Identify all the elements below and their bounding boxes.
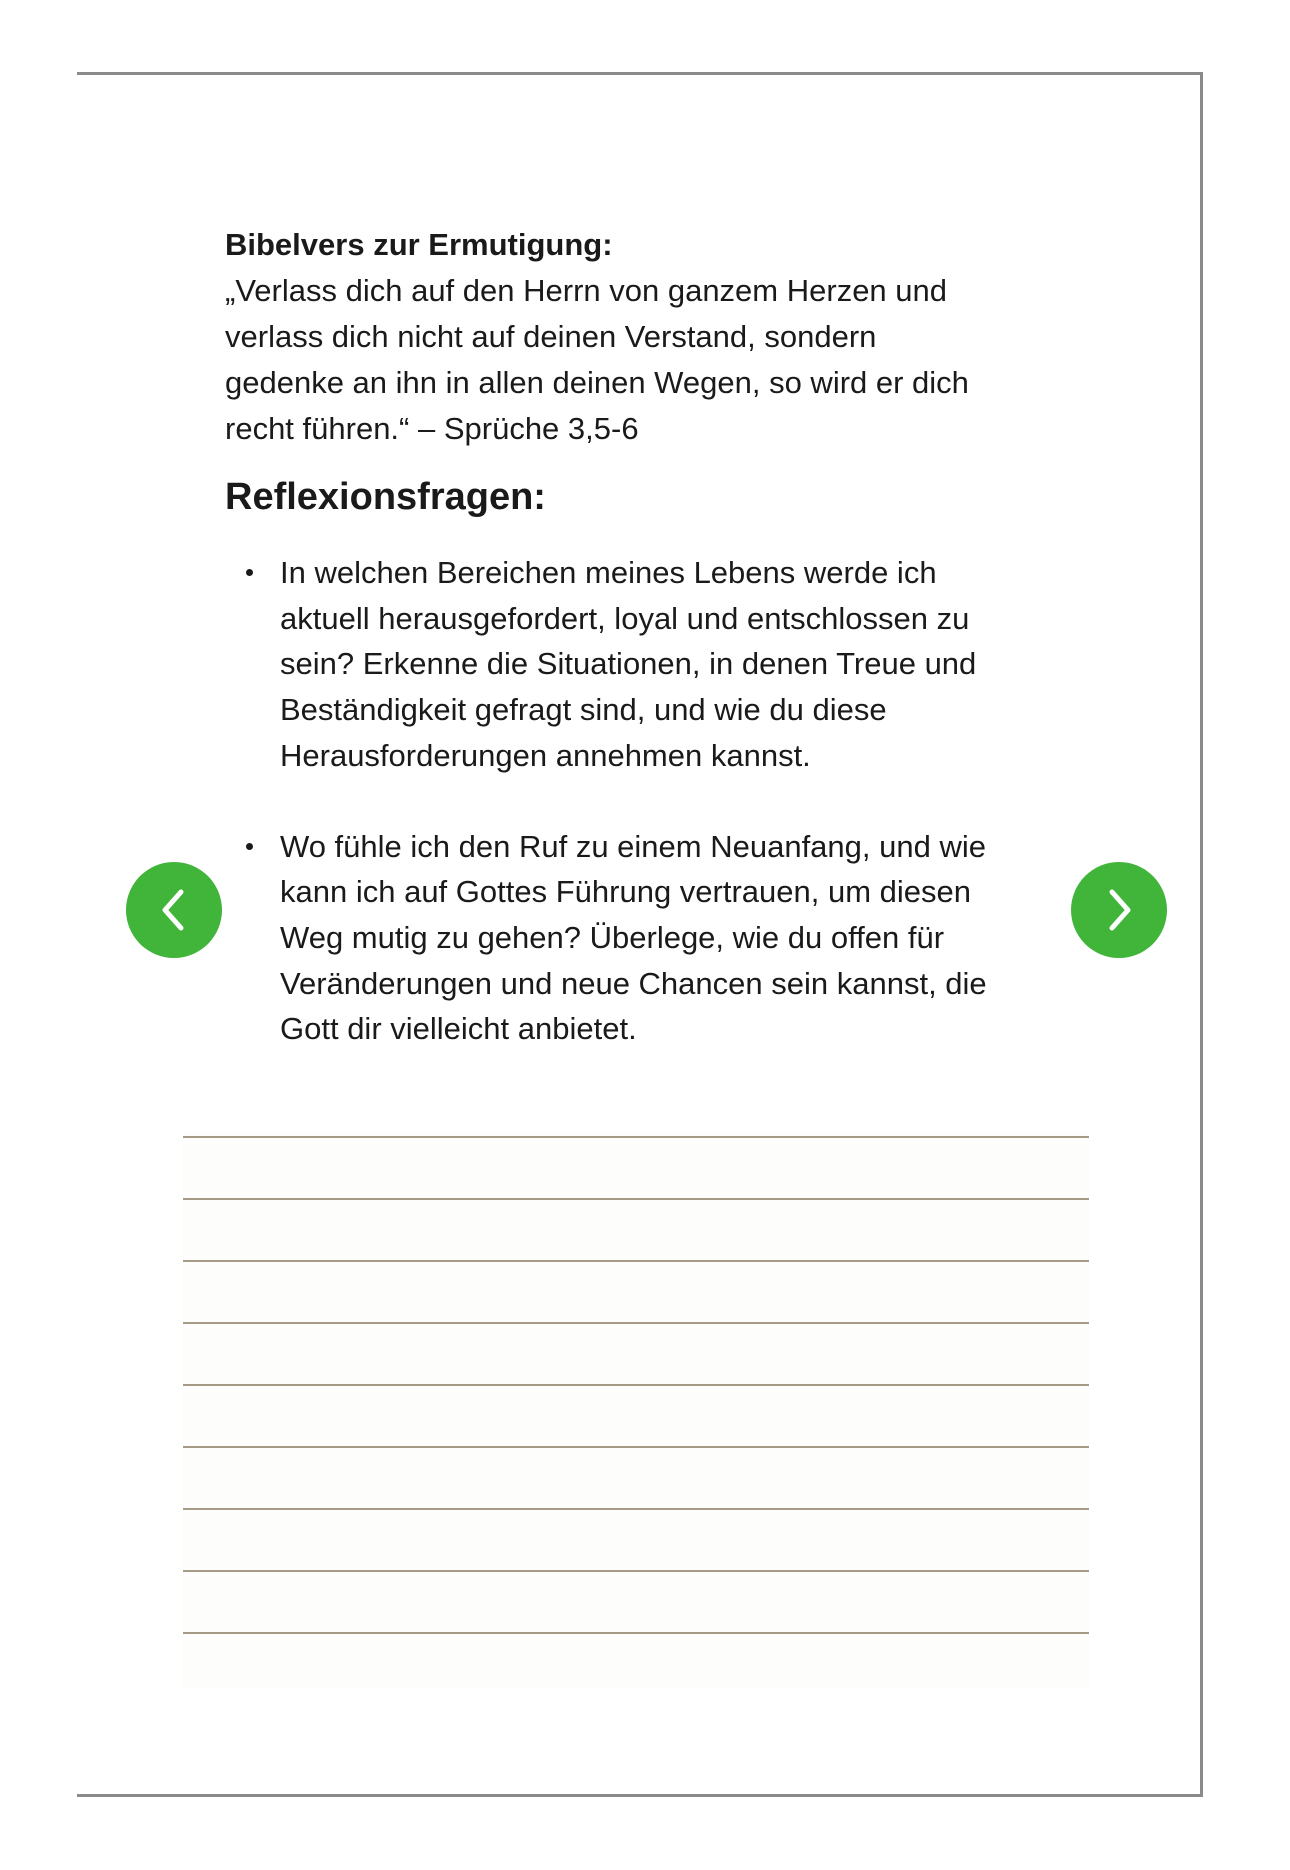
bullet-icon [246,569,253,576]
question-item [225,824,1055,1053]
question-line: Beständigkeit gefragt sind, und wie du diese [280,692,887,728]
page-content [225,222,1055,1097]
writing-line [183,1446,1089,1448]
reflection-questions [225,550,1055,1052]
question-line: In welchen Bereichen meines Lebens werde ich [280,555,937,590]
writing-line [183,1384,1089,1386]
writing-line [183,1632,1089,1634]
question-item [225,550,1055,779]
question-line: sein? Erkenne die Situationen, in denen Treue und [280,646,977,682]
writing-lines-area[interactable] [183,1133,1089,1688]
chevron-left-icon [154,885,194,935]
question-line: Gott dir vielleicht anbietet. [280,1011,637,1047]
question-line: Veränderungen und neue Chancen sein kannst, die [280,965,987,1001]
writing-line [183,1322,1089,1324]
chevron-right-icon [1099,885,1139,935]
reflection-title: Reflexionsfragen: [225,476,546,518]
writing-line [183,1508,1089,1510]
verse-line: „Verlass dich auf den Herrn von ganzem Herzen und [225,273,948,308]
question-line: aktuell herausgefordert, loyal und entschlossen zu [280,600,970,636]
question-line: Weg mutig zu gehen? Überlege, wie du offen für [280,919,945,955]
writing-line [183,1260,1089,1262]
bullet-icon [246,843,253,850]
next-page-button[interactable] [1071,862,1167,958]
writing-line [183,1136,1089,1138]
question-line: Herausforderungen annehmen kannst. [280,737,811,773]
verse-line: verlass dich nicht auf deinen Verstand, sondern [225,319,877,354]
verse-line: gedenke an ihn in allen deinen Wegen, so wird er dich [225,365,969,400]
question-line: Wo fühle ich den Ruf zu einem Neuanfang, und wie [280,828,986,864]
question-line: kann ich auf Gottes Führung vertrauen, um diesen [280,874,972,910]
verse-text [225,268,1055,452]
writing-line [183,1570,1089,1572]
previous-page-button[interactable] [126,862,222,958]
verse-heading: Bibelvers zur Ermutigung: [225,227,613,262]
verse-line: recht führen.“ – Sprüche 3,5-6 [225,411,639,446]
writing-line [183,1198,1089,1200]
